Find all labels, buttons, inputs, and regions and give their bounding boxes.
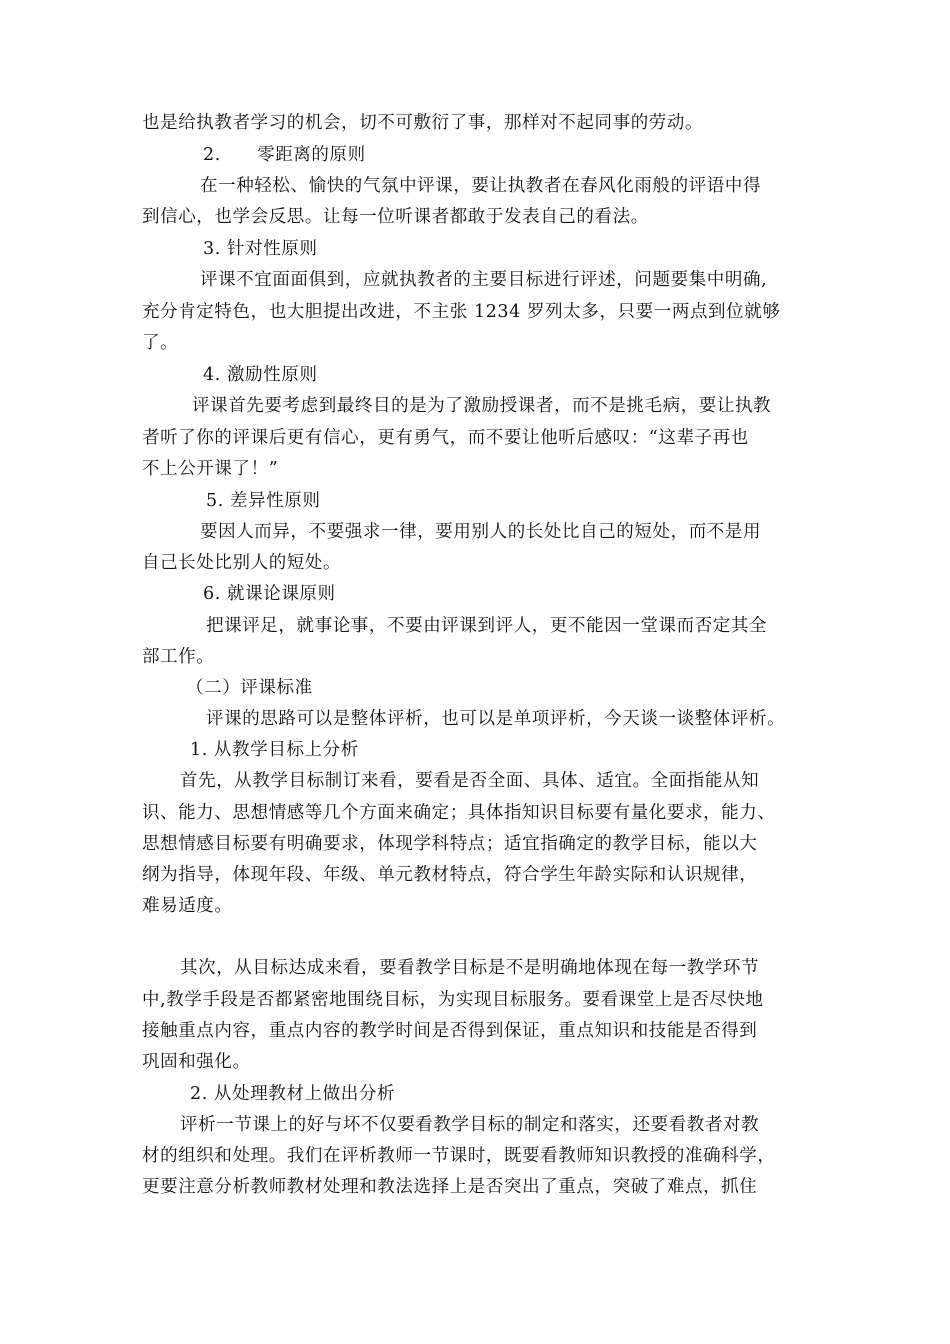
text-line: 不上公开课了！” bbox=[142, 459, 279, 479]
text-line: 巩固和强化。 bbox=[142, 1052, 251, 1072]
section-heading: 2. 从处理教材上做出分析 bbox=[190, 1084, 396, 1104]
text-line: 思想情感目标要有明确要求，体现学科特点；适宜指确定的教学目标，能以大 bbox=[142, 834, 758, 854]
text-line: 充分肯定特色，也大胆提出改进，不主张 1234 罗列太多，只要一两点到位就够 bbox=[142, 302, 781, 322]
section-heading: 6. 就课论课原则 bbox=[203, 584, 336, 604]
section-heading: 1. 从教学目标上分析 bbox=[190, 740, 359, 760]
text-line: 了。 bbox=[142, 333, 179, 353]
text-line: 其次，从目标达成来看，要看教学目标是不是明确地体现在每一教学环节 bbox=[180, 958, 760, 978]
text-line: 材的组织和处理。我们在评析教师一节课时，既要看教师知识教授的准确科学， bbox=[142, 1146, 776, 1166]
text-line: 到信心，也学会反思。让每一位听课者都敢于发表自己的看法。 bbox=[142, 207, 649, 227]
section-heading: 2. 零距离的原则 bbox=[203, 145, 366, 165]
text-line: 评析一节课上的好与坏不仅要看教学目标的制定和落实，还要看教者对教 bbox=[180, 1115, 760, 1135]
text-line: 首先，从教学目标制订来看，要看是否全面、具体、适宜。全面指能从知 bbox=[180, 771, 760, 791]
text-line: 要因人而异，不要强求一律，要用别人的长处比自己的短处，而不是用 bbox=[200, 522, 762, 542]
text-line: 在一种轻松、愉快的气氛中评课，要让执教者在春风化雨般的评语中得 bbox=[200, 176, 762, 196]
section-heading: （二）评课标准 bbox=[186, 678, 313, 698]
text-line: 评课首先要考虑到最终目的是为了激励授课者，而不是挑毛病，要让执教 bbox=[192, 396, 772, 416]
text-line: 识、能力、思想情感等几个方面来确定；具体指知识目标要有量化要求，能力、 bbox=[142, 803, 776, 823]
text-line: 评课不宜面面俱到，应就执教者的主要目标进行评述，问题要集中明确, bbox=[200, 270, 768, 290]
text-line: 自己长处比别人的短处。 bbox=[142, 553, 342, 573]
text-line: 评课的思路可以是整体评析，也可以是单项评析，今天谈一谈整体评析。 bbox=[206, 709, 786, 729]
text-line: 接触重点内容，重点内容的教学时间是否得到保证，重点知识和技能是否得到 bbox=[142, 1021, 758, 1041]
text-line: 也是给执教者学习的机会，切不可敷衍了事，那样对不起同事的劳动。 bbox=[142, 113, 704, 133]
text-line: 部工作。 bbox=[142, 647, 215, 667]
text-line: 把课评足，就事论事，不要由评课到评人，更不能因一堂课而否定其全 bbox=[206, 616, 768, 636]
text-line: 者听了你的评课后更有信心，更有勇气，而不要让他听后感叹：“这辈子再也 bbox=[142, 428, 749, 448]
text-line: 更要注意分析教师教材处理和教法选择上是否突出了重点，突破了难点，抓住 bbox=[142, 1177, 758, 1197]
section-heading: 5. 差异性原则 bbox=[206, 491, 321, 511]
text-line: 纲为指导，体现年段、年级、单元教材特点，符合学生年龄实际和认识规律， bbox=[142, 865, 758, 885]
section-heading: 3. 针对性原则 bbox=[203, 239, 318, 259]
section-heading: 4. 激励性原则 bbox=[203, 365, 318, 385]
text-line: 难易适度。 bbox=[142, 896, 233, 916]
text-line: 中,教学手段是否都紧密地围绕目标，为实现目标服务。要看课堂上是否尽快地 bbox=[142, 990, 764, 1010]
